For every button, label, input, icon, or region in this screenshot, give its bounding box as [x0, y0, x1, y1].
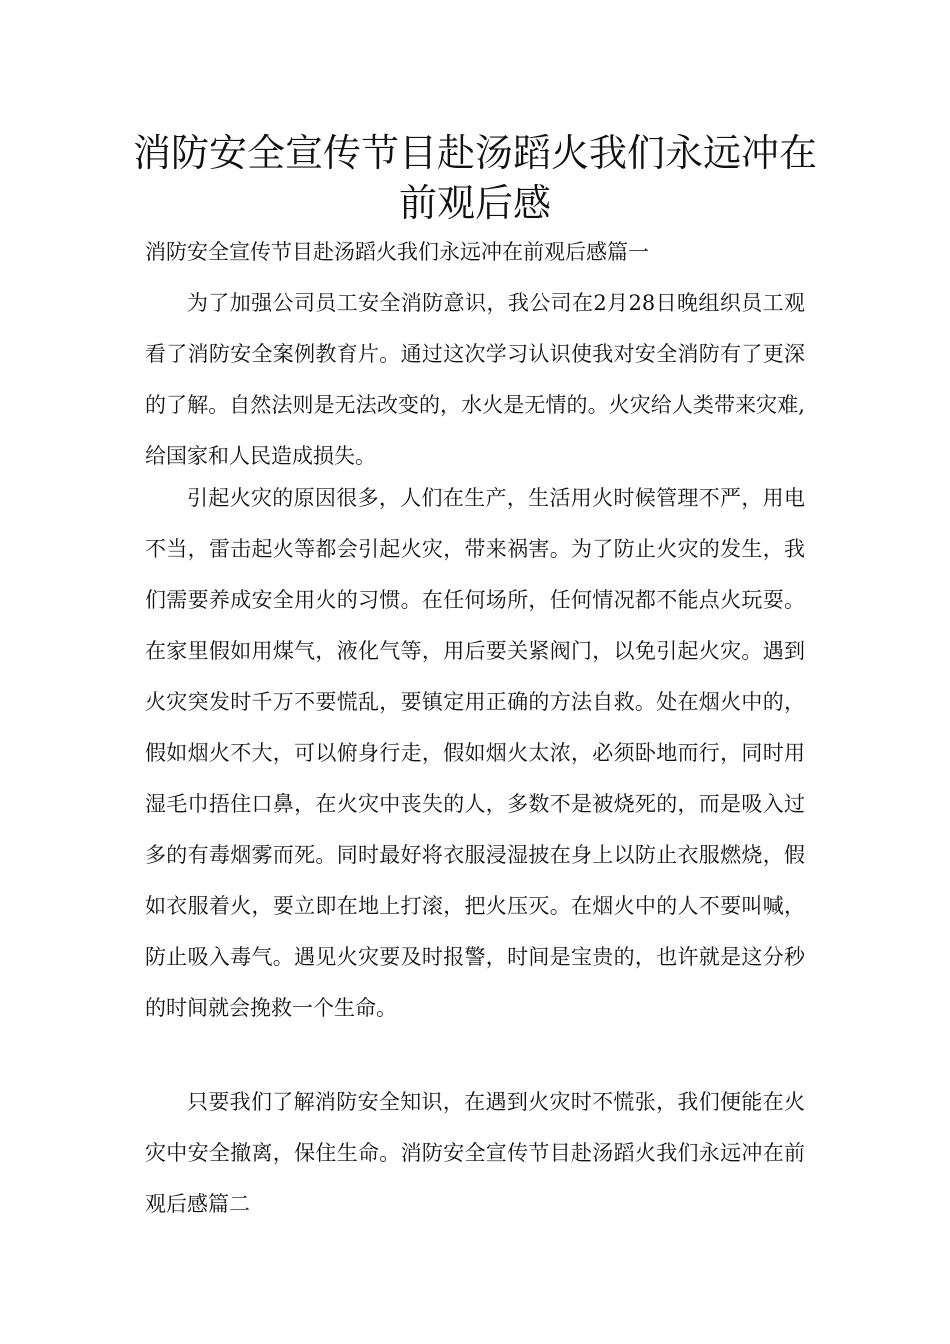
body-paragraph-1: 为了加强公司员工安全消防意识，我公司在2月28日晚组织员工观看了消防安全案例教育片。通过这次学习认识使我对安全消防有了更深的了解。自然法则是无法改变的，水火是无情的。火灾给人类带来灾难,给国家和人民造成损失。 [145, 291, 805, 468]
document-title: 消防安全宣传节目赴汤蹈火我们永远冲在前观后感 [132, 131, 817, 225]
body-paragraph-2: 引起火灾的原因很多，人们在生产，生活用火时候管理不严，用电不当，雷击起火等都会引起火灾，带来祸害。为了防止火灾的发生，我们需要养成安全用火的习惯。在任何场所，任何情况都不能点火玩耍。在家里假如用煤气，液化气等，用后要关紧阀门，以免引起火灾。遇到火灾突发时千万不要慌乱，要镇定用正确的方法自救。处在烟火中的，假如烟火不大，可以俯身行走，假如烟火太浓，必须卧地而行，同时用湿毛巾捂住口鼻，在火灾中丧失的人，多数不是被烧死的，而是吸入过多的有毒烟雾而死。同时最好将衣服浸湿披在身上以防止衣服燃烧，假如衣服着火，要立即在地上打滚，把火压灭。在烟火中的人不要叫喊，防止吸入毒气。遇见火灾要及时报警，时间是宝贵的，也许就是这分秒的时间就会挽救一个生命。 [145, 486, 805, 1020]
body-paragraph-3: 只要我们了解消防安全知识，在遇到火灾时不慌张，我们便能在火灾中安全撤离，保住生命。消防安全宣传节目赴汤蹈火我们永远冲在前观后感篇二 [145, 1090, 805, 1216]
section-heading: 消防安全宣传节目赴汤蹈火我们永远冲在前观后感篇一 [145, 240, 649, 264]
